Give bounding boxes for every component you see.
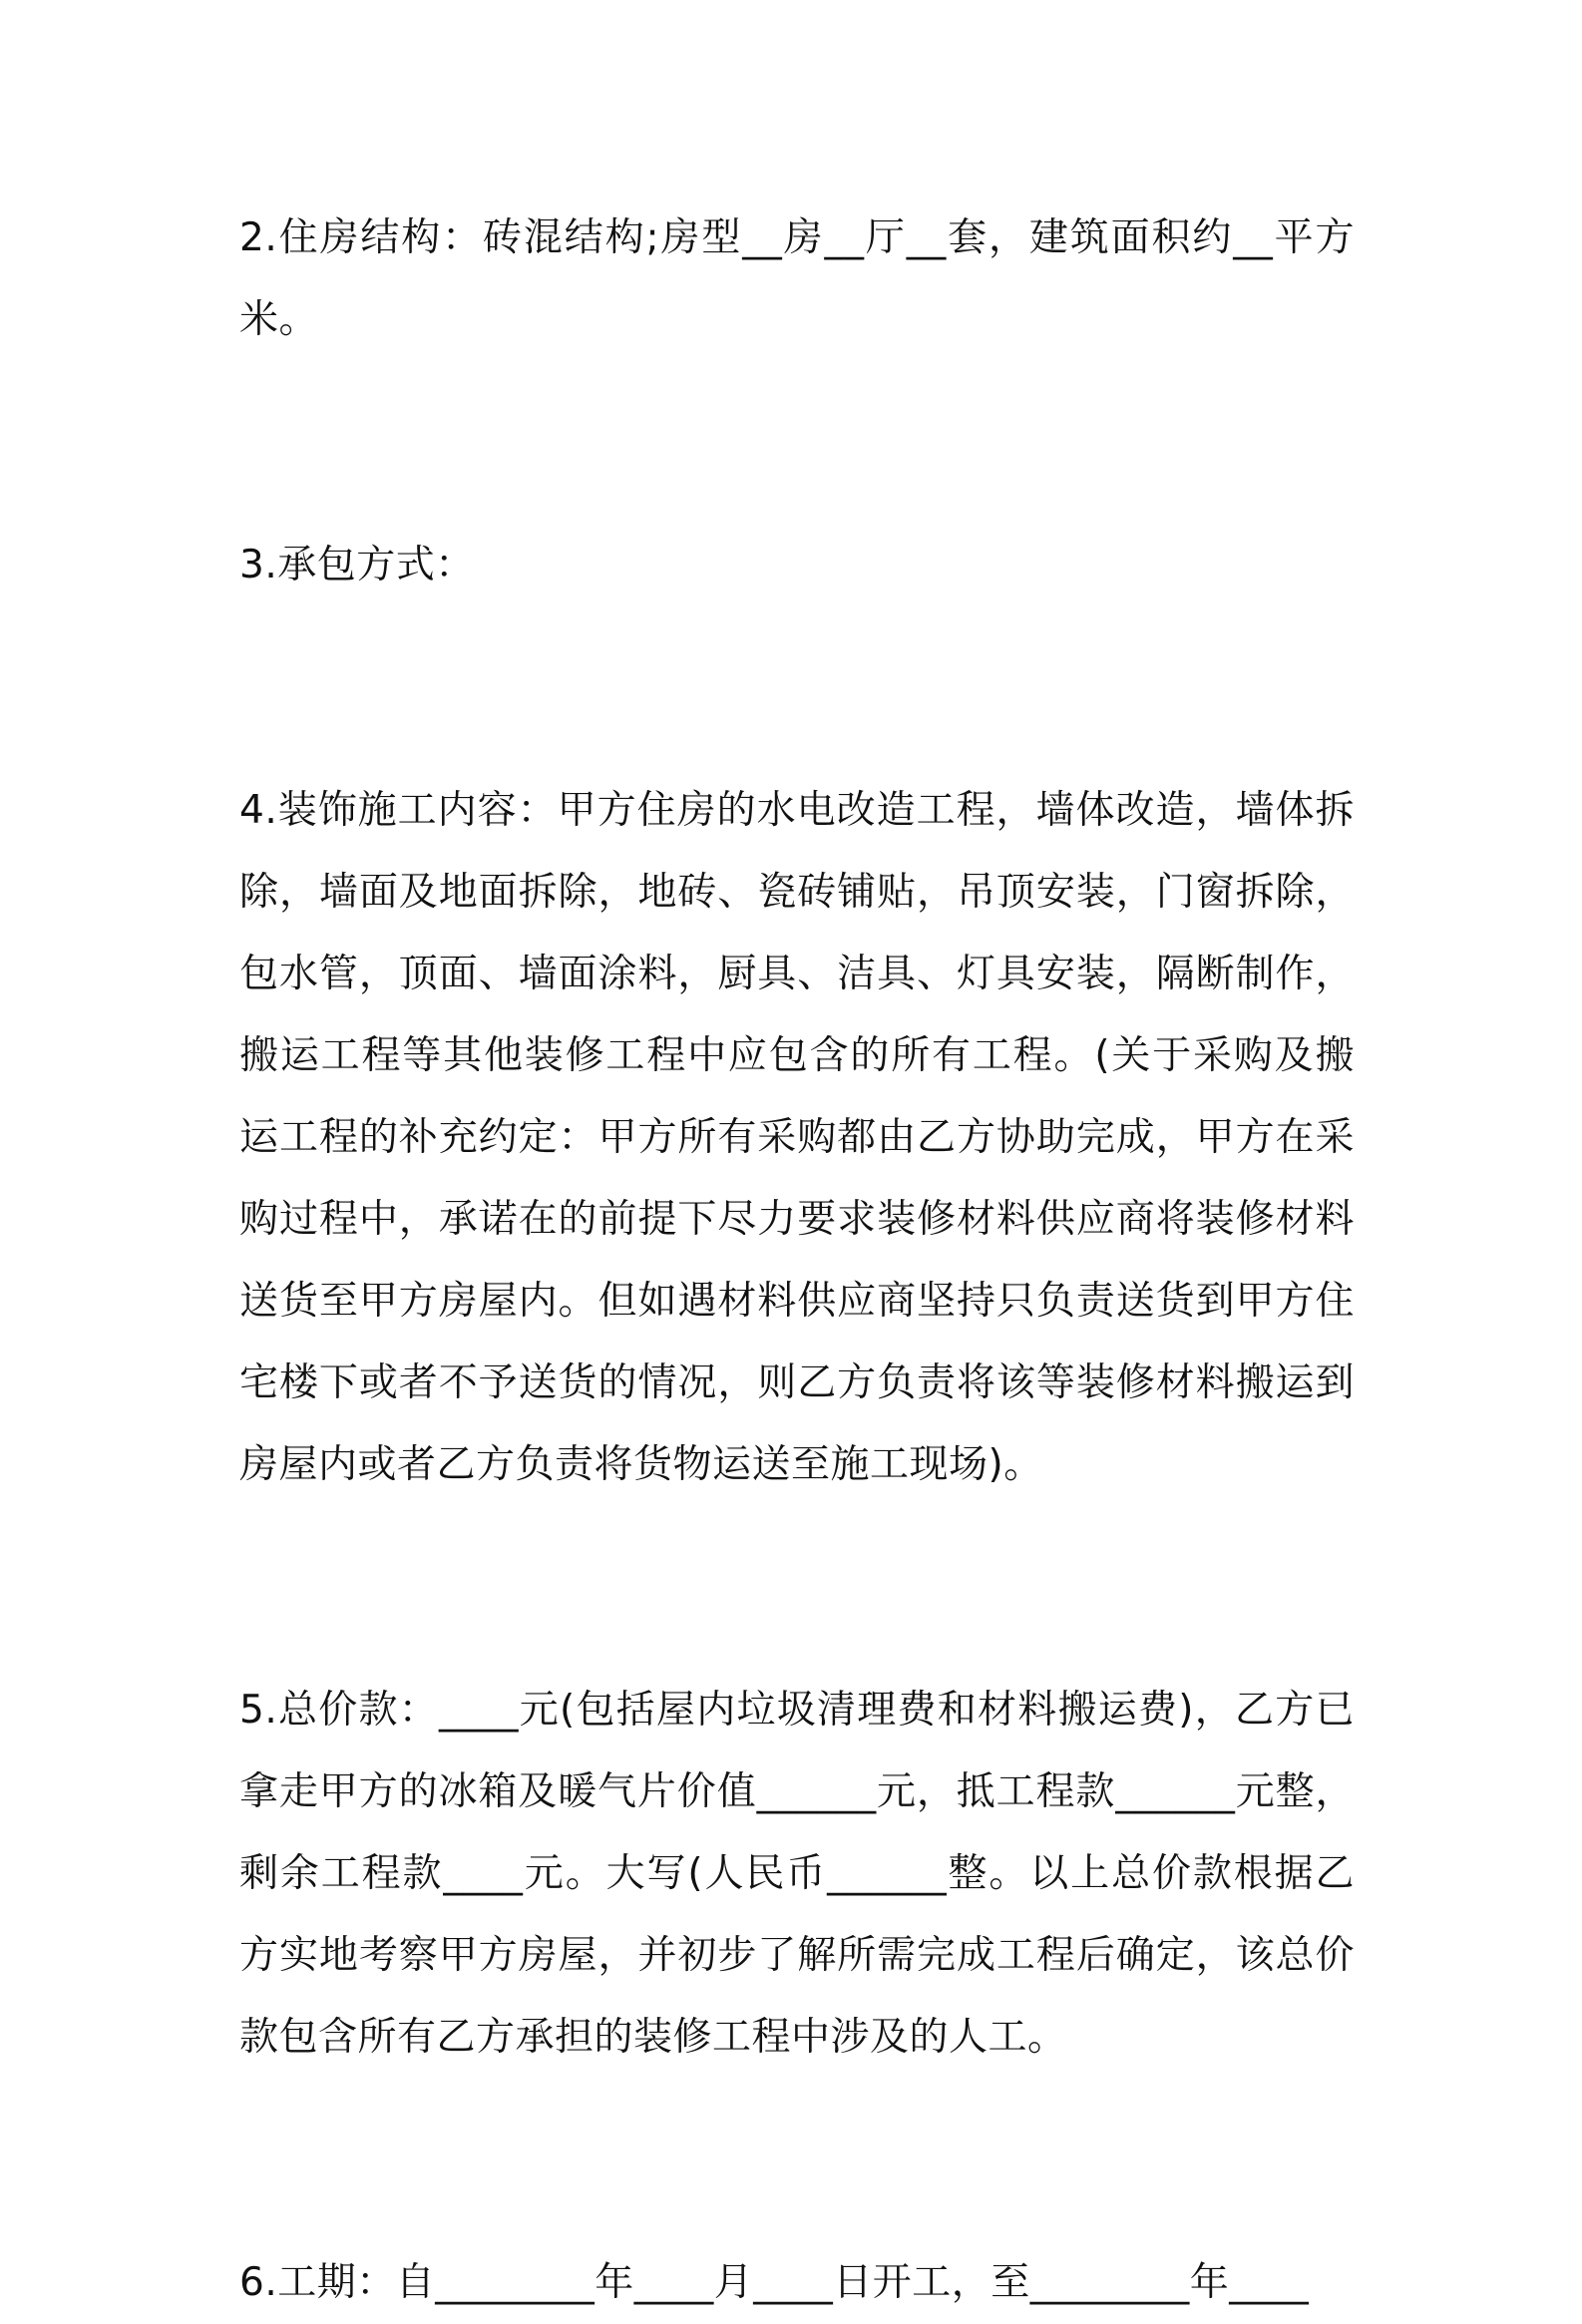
clause-4-construction-content: 4.装饰施工内容：甲方住房的水电改造工程，墙体改造，墙体拆除，墙面及地面拆除，地砖、瓷砖铺贴，吊顶安装，门窗拆除，包水管，顶面、墙面涂料，厨具、洁具、灯具安装，隔断制作，搬运工程等其他装修工程中应包含的所有工程。(关于采购及搬运工程的补充约定：甲方所有采购都由乙方协助完成，甲方在采购过程中，承诺在的前提下尽力要求装修材料供应商将装修材料送货至甲方房屋内。但如遇材料供应商坚持只负责送货到甲方住宅楼下或者不予送货的情况，则乙方负责将该等装修材料搬运到房屋内或者乙方负责将货物运送至施工现场)。 <box>239 788 1355 1487</box>
clause-6-construction-period: 6.工期：自________年____月____日开工，至________年____ <box>239 2260 1310 2305</box>
document-body <box>239 197 1355 2324</box>
clause-3-contract-method: 3.承包方式： <box>239 543 475 587</box>
clause-2-housing-structure: 2.住房结构：砖混结构;房型__房__厅__套，建筑面积约__平方米。 <box>239 215 1355 342</box>
clause-5-total-price: 5.总价款：____元(包括屋内垃圾清理费和材料搬运费)，乙方已拿走甲方的冰箱及暖气片价值______元，抵工程款______元整，剩余工程款____元。大写(人民币______整。以上总价款根据乙方实地考察甲方房屋，并初步了解所需完成工程后确定，该总价款包含所有乙方承担的装修工程中涉及的人工。 <box>239 1688 1355 2060</box>
